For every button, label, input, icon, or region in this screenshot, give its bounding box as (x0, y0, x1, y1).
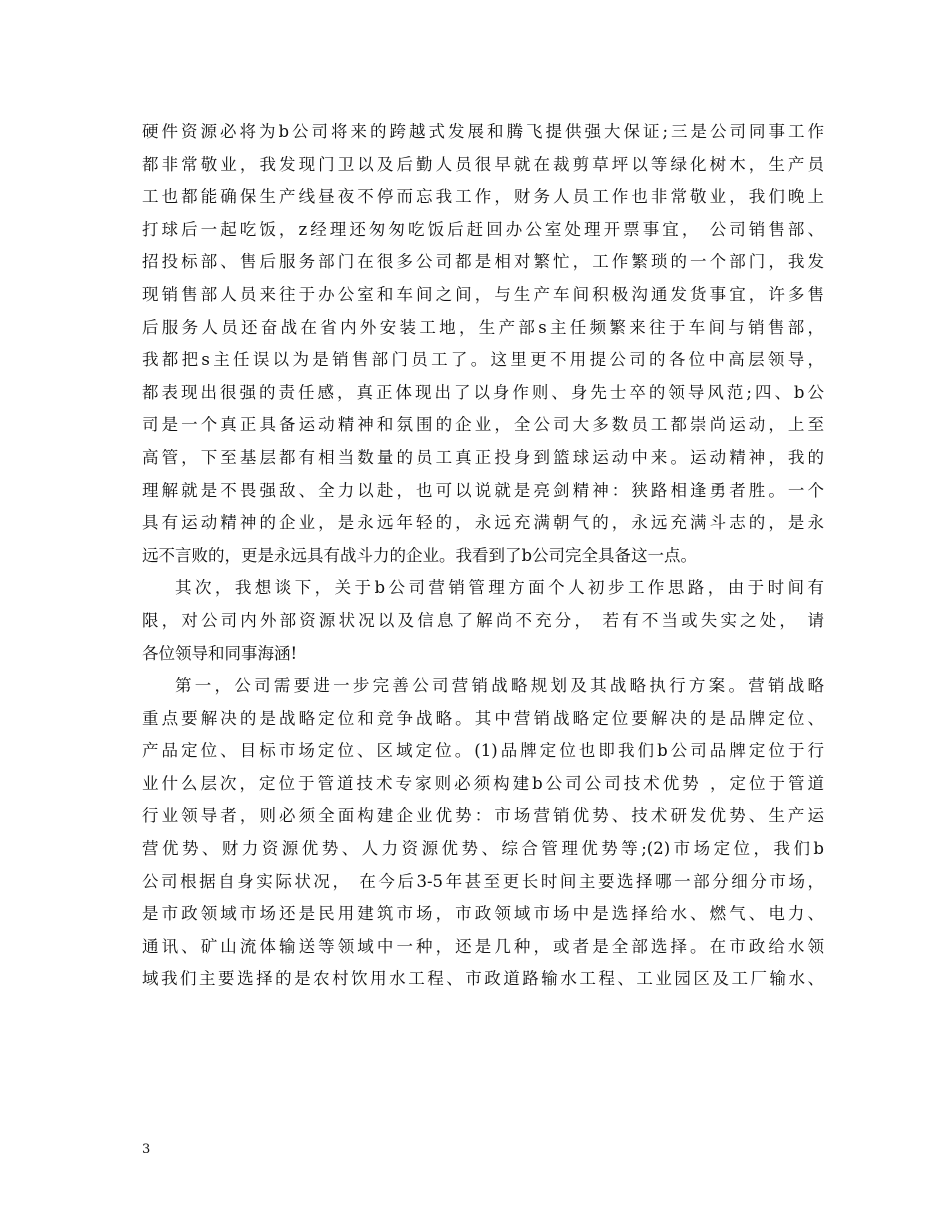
text-line: 招投标部、售后服务部门在很多公司都是相对繁忙，工作繁琐的一个部门，我发 (142, 252, 824, 272)
text-line: 我都把s主任误以为是销售部门员工了。这里更不用提公司的各位中高层领导， (142, 350, 824, 370)
text-line: 各位领导和同事海涵! (142, 643, 298, 663)
text-line: 都非常敬业，我发现门卫以及后勤人员很早就在裁剪草坪以等绿化树木，生产员 (142, 154, 824, 174)
page-number: 3 (142, 1142, 151, 1157)
text-line: 远不言败的，更是永远具有战斗力的企业。我看到了b公司完全具备这一点。 (142, 545, 698, 565)
text-line: 具有运动精神的企业，是永远年轻的，永远充满朝气的，永远充满斗志的，是永 (142, 513, 824, 533)
paragraph-first-line: 第一，公司需要进一步完善公司营销战略规划及其战略执行方案。营销战略 (175, 676, 824, 696)
text-line: 营优势、财力资源优势、人力资源优势、综合管理优势等;(2)市场定位，我们b (142, 839, 824, 859)
text-line: 打球后一起吃饭，z经理还匆匆吃饭后赶回办公室处理开票事宜， 公司销售部、 (142, 219, 824, 239)
text-line: 都表现出很强的责任感，真正体现出了以身作则、身先士卒的领导风范;四、b公 (142, 382, 824, 402)
text-line: 业什么层次，定位于管道技术专家则必须构建b公司公司技术优势 ，定位于管道 (142, 773, 824, 793)
text-line: 硬件资源必将为b公司将来的跨越式发展和腾飞提供强大保证;三是公司同事工作 (142, 122, 824, 141)
paragraph-first-line: 其次，我想谈下，关于b公司营销管理方面个人初步工作思路，由于时间有 (175, 578, 824, 598)
body-text (142, 116, 824, 996)
text-line: 行业领导者，则必须全面构建企业优势：市场营销优势、技术研发优势、生产运 (142, 806, 824, 826)
text-line: 后服务人员还奋战在省内外安装工地，生产部s主任频繁来往于车间与销售部， (142, 317, 824, 337)
text-line: 通讯、矿山流体输送等领域中一种，还是几种，或者是全部选择。在市政给水领 (142, 936, 824, 956)
text-line: 公司根据自身实际状况， 在今后3-5年甚至更长时间主要选择哪一部分细分市场， (142, 871, 824, 891)
text-line: 重点要解决的是战略定位和竞争战略。其中营销战略定位要解决的是品牌定位、 (142, 708, 824, 728)
text-line: 限，对公司内外部资源状况以及信息了解尚不充分， 若有不当或失实之处， 请 (142, 610, 824, 630)
text-line: 高管，下至基层都有相当数量的员工真正投身到篮球运动中来。运动精神，我的 (142, 447, 824, 467)
text-line: 工也都能确保生产线昼夜不停而忘我工作，财务人员工作也非常敬业，我们晚上 (142, 187, 824, 207)
text-line: 现销售部人员来往于办公室和车间之间，与生产车间积极沟通发货事宜，许多售 (142, 284, 824, 304)
text-line: 理解就是不畏强敌、全力以赴，也可以说就是亮剑精神：狭路相逢勇者胜。一个 (142, 480, 824, 500)
text-line: 司是一个真正具备运动精神和氛围的企业，全公司大多数员工都崇尚运动，上至 (142, 415, 824, 435)
text-line: 域我们主要选择的是农村饮用水工程、市政道路输水工程、工业园区及工厂输水、 (142, 969, 824, 989)
text-line: 产品定位、目标市场定位、区域定位。(1)品牌定位也即我们b公司品牌定位于行 (142, 741, 824, 761)
text-line: 是市政领域市场还是民用建筑市场，市政领域市场中是选择给水、燃气、电力、 (142, 904, 824, 924)
